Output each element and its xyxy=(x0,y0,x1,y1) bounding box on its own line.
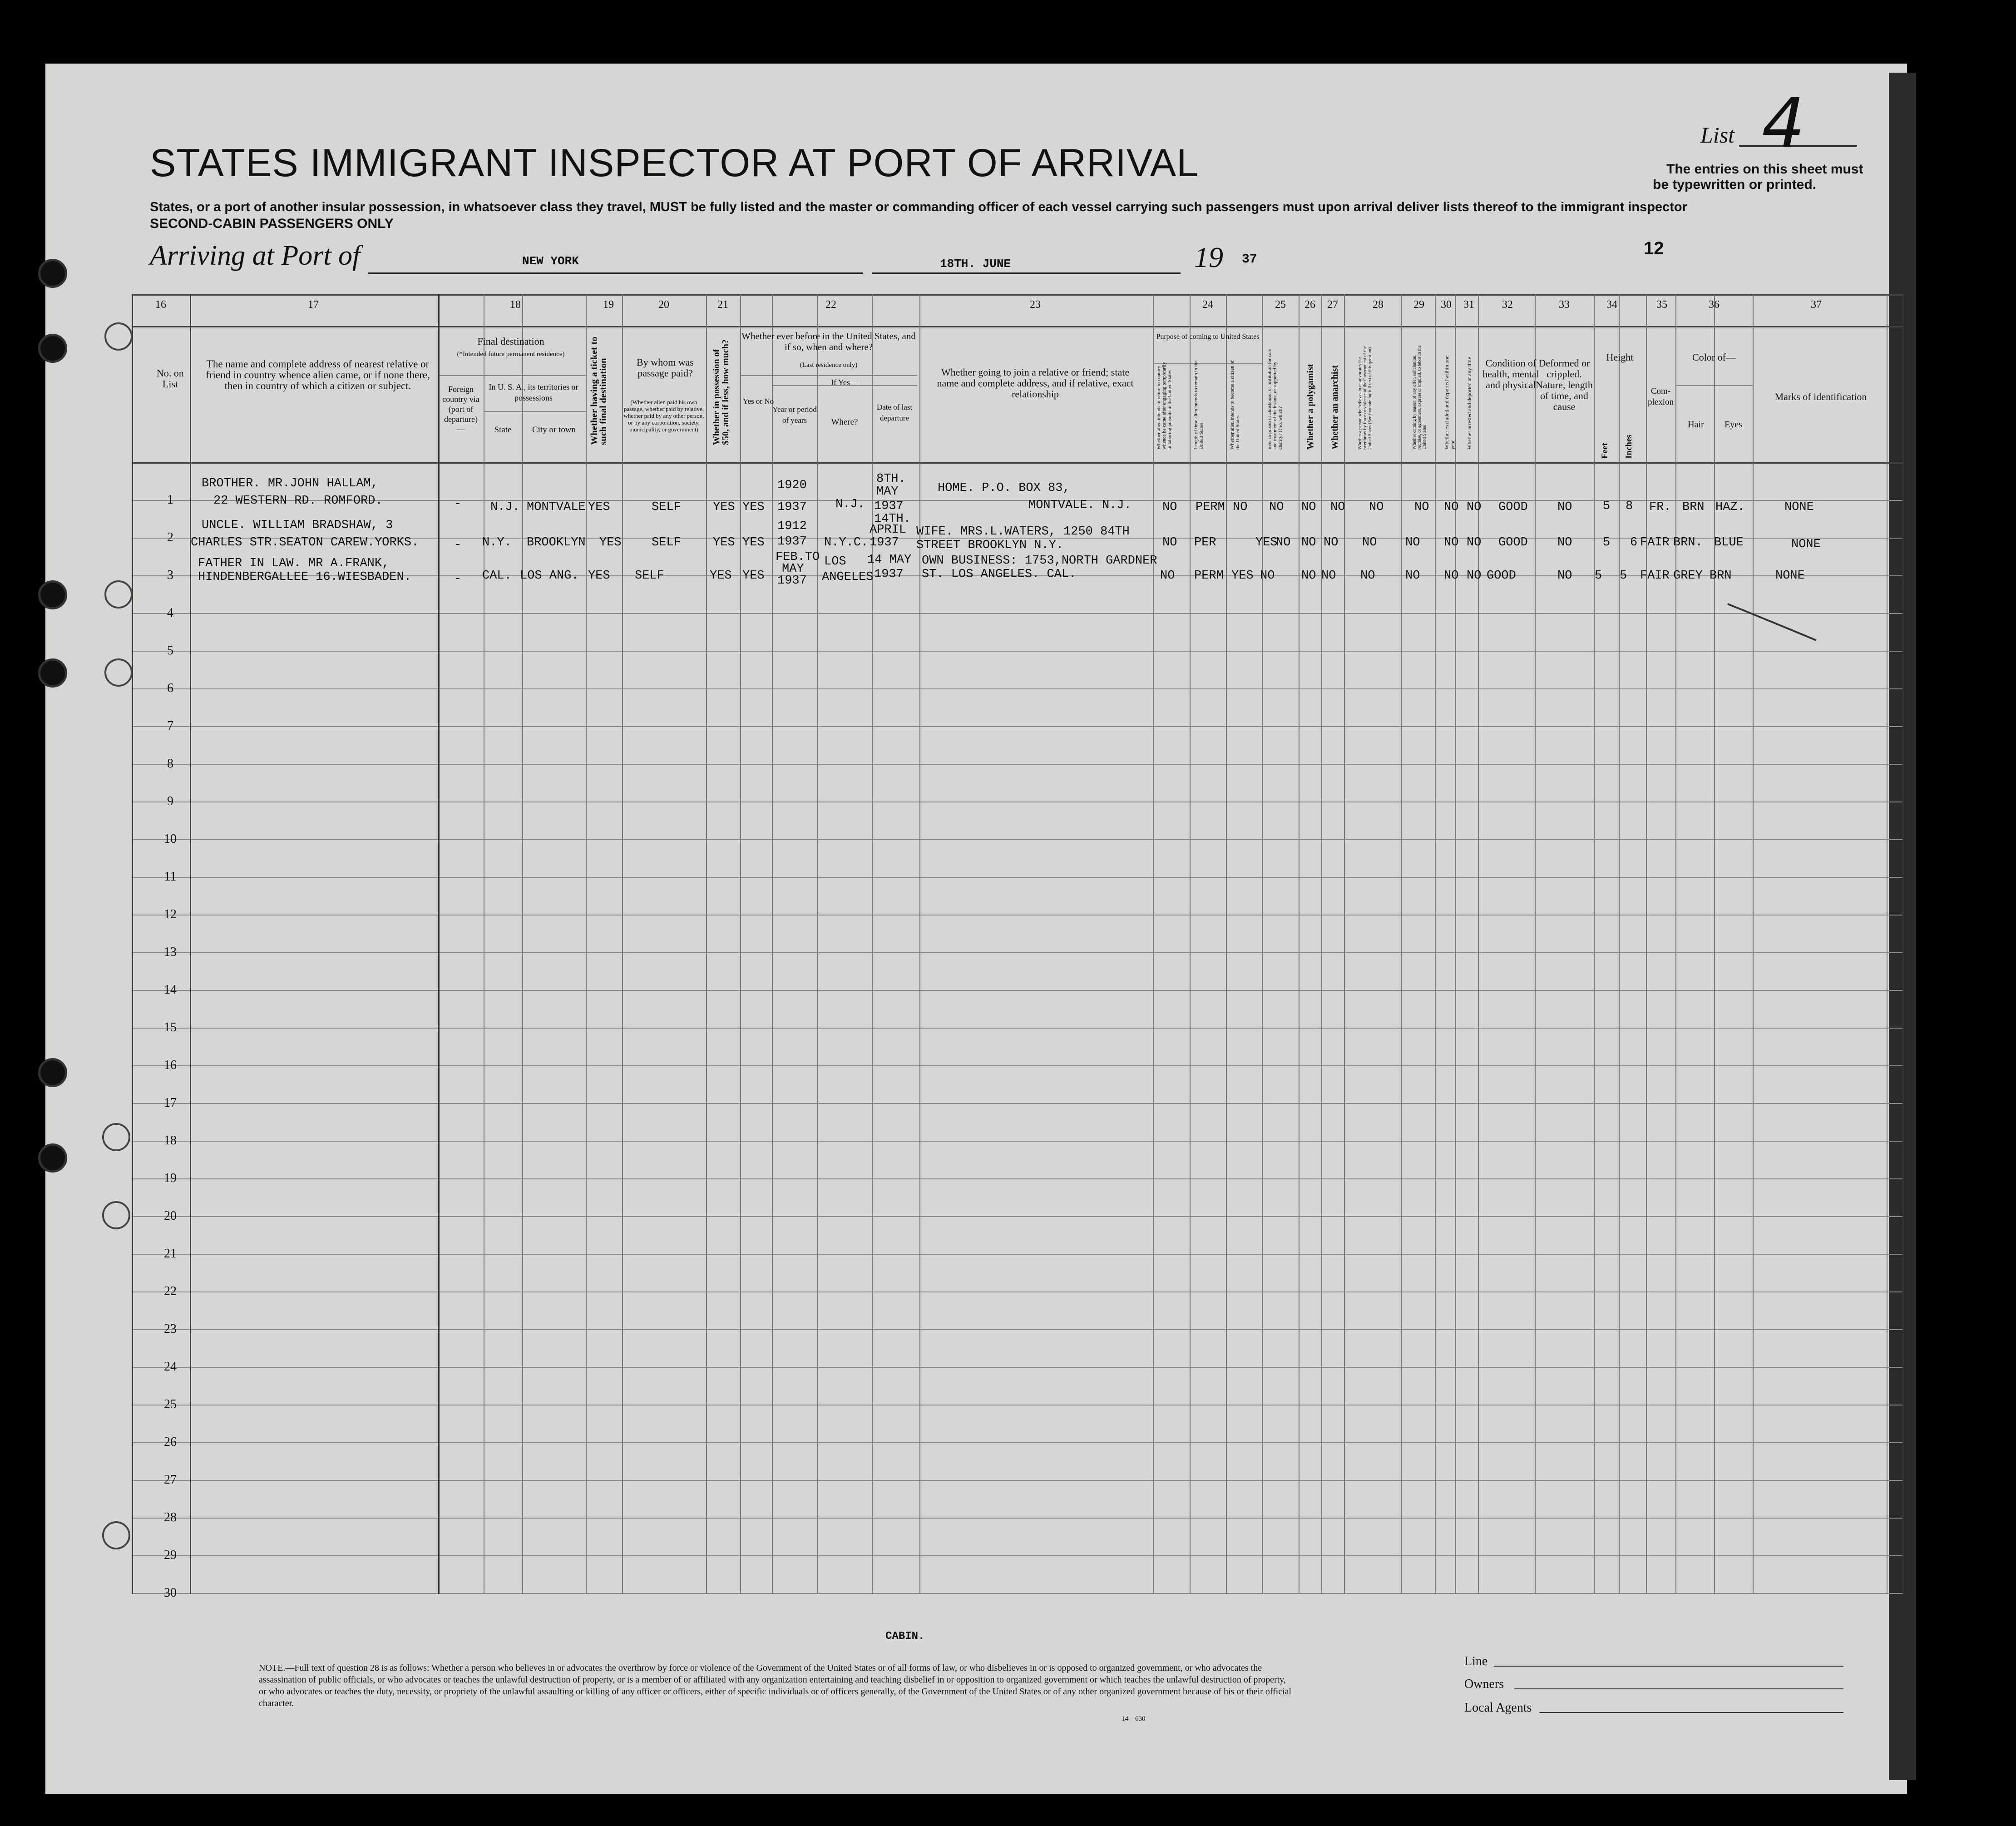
grid-line xyxy=(132,1141,1902,1142)
header-arrested: Whether arrested and deported at any time xyxy=(1466,357,1472,450)
marks: NONE xyxy=(1775,569,1805,583)
header-ticket: Whether having a ticket to such final destination xyxy=(588,336,608,445)
joining-2: MONTVALE. N.J. xyxy=(1028,499,1132,512)
column-number: 28 xyxy=(1373,299,1384,311)
polygamist: NO xyxy=(1301,536,1316,549)
header-joining: Whether going to join a relative or friend; state name and complete address, and if relative, exact relationship xyxy=(937,366,1134,400)
offer: NO xyxy=(1414,500,1429,514)
return: NO xyxy=(1162,536,1177,549)
fifty: YES xyxy=(713,500,735,514)
row-number: 3 xyxy=(167,568,173,582)
grid-line xyxy=(132,877,1902,878)
owners-underline xyxy=(1514,1688,1843,1689)
arrested: NO xyxy=(1467,500,1482,514)
grid-line xyxy=(132,952,1902,953)
health: GOOD xyxy=(1498,500,1528,514)
header-date-departure: Date of last departure xyxy=(876,403,913,422)
foreign-country: - xyxy=(454,538,462,552)
years-2: 1937 xyxy=(777,500,807,514)
local-agents-underline xyxy=(1539,1712,1843,1713)
relative-line-2: 22 WESTERN RD. ROMFORD. xyxy=(213,494,383,508)
health: GOOD xyxy=(1487,569,1516,583)
line-label: Line xyxy=(1464,1654,1488,1668)
port-underline xyxy=(368,272,863,274)
eyes: BLUE xyxy=(1714,536,1744,549)
header-anarchist: Whether an anarchist xyxy=(1330,365,1340,450)
binder-hole xyxy=(38,1143,67,1173)
state: CAL. xyxy=(482,569,512,583)
header-eyes: Eyes xyxy=(1724,420,1742,430)
header-height: Height xyxy=(1606,351,1634,363)
ever-before: YES xyxy=(742,569,765,583)
page-subtitle: States, or a port of another insular possession, in whatsoever class they travel, MUST be fully listed and the master or commanding officer of each vessel carrying such passengers must upon arrival deliver lists thereof to the immigrant inspector xyxy=(150,200,1687,214)
header-yes-or-no: Yes or No xyxy=(742,397,774,406)
row-number: 27 xyxy=(164,1473,177,1487)
pencil-mark xyxy=(1725,599,1825,645)
row-number: 19 xyxy=(164,1171,177,1185)
ever-before: YES xyxy=(742,500,765,514)
header-deformed: Deformed or crippled. Nature, length of time, and cause xyxy=(1536,357,1593,412)
header-hair: Hair xyxy=(1688,420,1704,430)
inches: 6 xyxy=(1630,536,1638,549)
grid-line xyxy=(132,1518,1902,1519)
prison: NO xyxy=(1269,500,1284,514)
state: N.Y. xyxy=(482,536,512,549)
inches: 8 xyxy=(1626,500,1633,513)
header-polygamist: Whether a polygamist xyxy=(1305,364,1315,450)
row-number: 17 xyxy=(164,1096,177,1110)
grid-line xyxy=(772,294,773,1594)
grid-line xyxy=(1226,294,1227,1594)
column-number: 25 xyxy=(1275,299,1286,311)
grid-line xyxy=(132,294,1902,296)
port-value: NEW YORK xyxy=(522,254,579,268)
grid-line xyxy=(1675,294,1676,1594)
departure-1: 8TH. xyxy=(876,472,906,486)
grid-line xyxy=(1753,294,1754,1594)
polygamist: NO xyxy=(1301,569,1316,583)
grid-line xyxy=(817,294,818,1594)
column-number: 17 xyxy=(308,299,319,311)
overthrow: NO xyxy=(1362,536,1377,549)
grid-line xyxy=(132,1216,1902,1217)
footer-note: NOTE.—Full text of question 28 is as follows: Whether a person who believes in or advocates the overthrow by force or violence of the Government of the United States or of all forms of law, or who disbelieves in or is opposed to organized government, or who advocates the assassination of public officials, or who advocates or teaches the unlawful destruction of property, or is a member of or affiliated with any organization entertaining and teaching disbelief in or opposition to organized government or which teaches the unlawful destruction of property, or who advocates or teaches the duty, necessity, or propriety of the unlawful assaulting or killing of any officer or officers, either of specific individuals or of officers generally, of the Government of the United States or of any other organized government because of his or their official character. xyxy=(259,1663,1292,1708)
grid-line xyxy=(132,1480,1902,1481)
departure-1: 14 MAY xyxy=(867,553,912,567)
foreign-country: - xyxy=(454,572,462,586)
row-number: 7 xyxy=(167,719,173,733)
departure-3: 1937 xyxy=(870,536,899,549)
grid-line xyxy=(1455,294,1456,1594)
page-number: 12 xyxy=(1644,238,1664,258)
date-underline xyxy=(872,272,1181,274)
grid-line xyxy=(1344,294,1345,1594)
grid-line xyxy=(522,294,523,1594)
marks: NONE xyxy=(1784,500,1814,514)
anarchist: NO xyxy=(1330,500,1345,514)
years-2: 1937 xyxy=(777,535,807,549)
header-ever-before-note: (Last residence only) xyxy=(800,361,858,369)
column-number: 31 xyxy=(1463,299,1474,311)
grid-line xyxy=(132,726,1902,727)
header-offer: Whether coming by reason of any offer, solicitation, promise, or agreement, express or implied, to labor in the United States xyxy=(1412,345,1427,450)
feet: 5 xyxy=(1603,500,1611,513)
year-suffix: 37 xyxy=(1242,252,1257,267)
grid-line xyxy=(586,294,587,1594)
column-number: 20 xyxy=(658,299,669,311)
header-purpose: Purpose of coming to United States xyxy=(1156,333,1260,341)
page-title: STATES IMMIGRANT INSPECTOR AT PORT OF ARRIVAL xyxy=(150,141,1199,185)
years-2: MAY xyxy=(782,562,804,576)
return: NO xyxy=(1160,569,1175,583)
departure-3: 1937 xyxy=(874,500,904,513)
years-1: FEB.TO xyxy=(776,550,820,564)
header-color-of: Color of— xyxy=(1692,351,1736,363)
row-number: 9 xyxy=(167,794,173,808)
header-usa: In U. S. A., its territories or possessions xyxy=(489,382,578,402)
header-year-period: Year or period of years xyxy=(772,405,817,425)
header-inches: Inches xyxy=(1624,435,1634,459)
date-value: 18TH. JUNE xyxy=(940,257,1011,271)
column-number: 26 xyxy=(1304,299,1315,311)
grid-line xyxy=(132,1103,1902,1104)
header-purpose-return: Whether alien intends to return to country whence he came after engaging temporarily in laboring pursuits in the United States xyxy=(1156,362,1172,450)
binder-hole xyxy=(38,580,67,609)
relative-line-1: BROTHER. MR.JOHN HALLAM, xyxy=(202,477,378,490)
grid-line xyxy=(438,294,440,1594)
grid-line xyxy=(1714,294,1715,1594)
grid-line xyxy=(132,1254,1902,1255)
header-purpose-length: Length of time alien intends to remain in the United States xyxy=(1193,360,1204,450)
length: PERM xyxy=(1194,569,1224,583)
state: N.J. xyxy=(490,500,520,514)
row-number: 30 xyxy=(164,1586,177,1600)
departure-2: APRIL xyxy=(870,523,907,537)
ticket: YES xyxy=(588,569,610,583)
city: BROOKLYN xyxy=(527,536,586,549)
column-number: 29 xyxy=(1413,299,1424,311)
column-number: 23 xyxy=(1030,299,1041,311)
where: N.Y.C. xyxy=(824,536,869,549)
owners-label: Owners xyxy=(1464,1677,1504,1691)
header-health: Condition of health, mental and physical xyxy=(1482,357,1539,391)
row-number: 24 xyxy=(164,1360,177,1374)
row-number: 16 xyxy=(164,1058,177,1072)
eyes: HAZ. xyxy=(1715,500,1745,514)
row-number: 11 xyxy=(164,870,177,884)
overthrow: NO xyxy=(1360,569,1375,583)
arriving-label: Arriving at Port of xyxy=(150,240,361,271)
header-state: State xyxy=(494,425,512,435)
years-1: 1920 xyxy=(777,479,807,492)
header-purpose-citizen: Whether alien intends to become a citizen of the United States xyxy=(1230,360,1240,450)
header-final-destination: Final destination xyxy=(477,336,544,347)
header-where: Where? xyxy=(831,417,858,427)
excluded: NO xyxy=(1444,500,1459,514)
header-city: City or town xyxy=(532,425,576,435)
grid-line xyxy=(1646,294,1647,1594)
grid-line xyxy=(1535,294,1536,1594)
row-number: 1 xyxy=(167,493,173,507)
ticket: YES xyxy=(588,500,610,514)
grid-line xyxy=(706,294,707,1594)
row-number: 25 xyxy=(164,1397,177,1411)
grid-line xyxy=(132,1065,1902,1066)
grid-line xyxy=(438,375,586,376)
offer: NO xyxy=(1405,536,1420,549)
header-marks: Marks of identification xyxy=(1774,391,1867,402)
header-relative: The name and complete address of nearest relative or friend in country whence alien came, or if none there, then in country of which a citizen or subject. xyxy=(206,358,430,391)
citizen: YES xyxy=(1255,536,1278,549)
grid-line xyxy=(1902,294,1904,1594)
grid-line xyxy=(132,1555,1902,1556)
offer: NO xyxy=(1405,569,1420,583)
relative-line-2: CHARLES STR.SEATON CAREW.YORKS. xyxy=(191,536,419,549)
complexion: FR. xyxy=(1649,500,1671,514)
departure-2: MAY xyxy=(876,485,899,499)
row-number: 29 xyxy=(164,1548,177,1562)
prison: NO xyxy=(1260,569,1275,583)
column-number: 30 xyxy=(1441,299,1452,311)
column-number: 32 xyxy=(1502,299,1513,311)
years-1: 1912 xyxy=(777,520,807,533)
grid-line xyxy=(132,764,1902,765)
joining-2: STREET BROOKLYN N.Y. xyxy=(916,539,1064,552)
column-number: 27 xyxy=(1327,299,1338,311)
complexion: FAIR xyxy=(1640,569,1670,583)
row-number: 28 xyxy=(164,1510,177,1524)
city: MONTVALE xyxy=(527,500,586,514)
feet: 5 xyxy=(1595,569,1602,583)
grid-line xyxy=(132,1329,1902,1330)
grid-line xyxy=(1401,294,1402,1594)
grid-line xyxy=(132,839,1902,840)
header-complexion: Com-plexion xyxy=(1648,386,1674,407)
health: GOOD xyxy=(1498,536,1528,549)
overthrow: NO xyxy=(1369,500,1384,514)
reinforcement-ring xyxy=(104,322,133,351)
binder-hole xyxy=(38,658,67,688)
grid-line xyxy=(1299,294,1300,1594)
reinforcement-ring xyxy=(104,658,133,687)
binder-hole xyxy=(38,334,67,363)
row-number: 15 xyxy=(164,1020,177,1034)
grid-line xyxy=(1619,294,1620,1594)
row-number: 10 xyxy=(164,832,177,846)
grid-line xyxy=(132,462,1902,464)
column-number: 34 xyxy=(1606,299,1617,311)
where: N.J. xyxy=(835,498,865,511)
header-prison: Ever in prison or almshouse, or institution for care and treatment of the insane, or supported by charity? If so, which? xyxy=(1267,348,1283,450)
row-number: 8 xyxy=(167,757,173,771)
grid-line xyxy=(1594,294,1595,1594)
row-number: 5 xyxy=(167,643,173,658)
row-number: 18 xyxy=(164,1133,177,1148)
column-number: 35 xyxy=(1656,299,1667,311)
grid-line xyxy=(919,294,920,1594)
grid-line xyxy=(622,294,623,1594)
citizen: YES xyxy=(1231,569,1254,583)
joining-1: OWN BUSINESS: 1753,NORTH GARDNER xyxy=(922,554,1157,568)
grid-line xyxy=(132,500,1902,501)
grid-line xyxy=(740,375,917,376)
column-number: 19 xyxy=(603,299,614,311)
relative-line-1: FATHER IN LAW. MR A.FRANK, xyxy=(198,557,390,570)
eyes: BRN xyxy=(1710,569,1732,583)
paid-by: SELF xyxy=(652,536,681,549)
instructions-line-1: The entries on this sheet must xyxy=(1666,162,1863,177)
return: NO xyxy=(1162,500,1177,514)
relative-line-1: UNCLE. WILLIAM BRADSHAW, 3 xyxy=(202,519,393,532)
list-number: 4 xyxy=(1762,84,1805,163)
anarchist: NO xyxy=(1321,569,1336,583)
years-3: 1937 xyxy=(777,574,807,588)
grid-line xyxy=(1262,294,1263,1594)
grid-line xyxy=(1435,294,1436,1594)
where-2: ANGELES xyxy=(822,570,874,584)
header-excluded: Whether excluded and deported within one year xyxy=(1443,356,1456,450)
list-label: List xyxy=(1700,122,1735,148)
reinforcement-ring xyxy=(102,1521,130,1549)
column-number: 37 xyxy=(1811,299,1822,311)
grid-line xyxy=(1153,294,1154,1594)
grid-line xyxy=(132,294,133,1594)
complexion: FAIR xyxy=(1640,536,1670,549)
grid-line xyxy=(1190,294,1191,1594)
row-number: 12 xyxy=(164,907,177,921)
header-no-on-list: No. on List xyxy=(157,367,184,390)
departure-2: 1937 xyxy=(874,568,904,581)
grid-line xyxy=(1321,294,1322,1594)
column-number: 24 xyxy=(1202,299,1213,311)
hair: BRN xyxy=(1682,500,1705,514)
length: PERM xyxy=(1196,500,1225,514)
row-number: 14 xyxy=(164,983,177,997)
deformed: NO xyxy=(1557,536,1572,549)
grid-line xyxy=(132,1367,1902,1368)
grid-line xyxy=(132,1593,1902,1594)
header-if-yes: If Yes— xyxy=(830,378,858,387)
where-1: LOS xyxy=(824,555,846,569)
grid-line xyxy=(132,990,1902,991)
column-number: 22 xyxy=(825,299,836,311)
year-prefix: 19 xyxy=(1194,241,1223,273)
header-by-whom: By whom was passage paid? xyxy=(637,356,694,379)
binder-hole xyxy=(38,259,67,288)
paid-by: SELF xyxy=(635,569,664,583)
header-overthrow: Whether a person who believes in or advocates the overthrow by force or violence of the Government of the United States (See footnote for full text of this question) xyxy=(1358,346,1373,450)
reinforcement-ring xyxy=(102,1201,130,1229)
prison: NO xyxy=(1276,536,1291,549)
arrested: NO xyxy=(1467,569,1482,583)
reinforcement-ring xyxy=(104,580,133,609)
header-fifty: Whether in possession of $50, and if less, how much? xyxy=(712,339,731,445)
local-agents-label: Local Agents xyxy=(1464,1701,1532,1715)
row-number: 23 xyxy=(164,1322,177,1336)
departure-1: 14TH. xyxy=(874,512,911,526)
cabin-label: CABIN. xyxy=(885,1630,925,1643)
header-final-destination-note: (*Intended future permanent residence) xyxy=(457,351,565,358)
joining-2: ST. LOS ANGELES. CAL. xyxy=(922,568,1077,581)
deformed: NO xyxy=(1557,569,1572,583)
hair: GREY xyxy=(1673,569,1703,583)
grid-line xyxy=(132,326,1902,327)
header-ever-before: Whether ever before in the United States, and if so, when and where? xyxy=(741,331,916,352)
grid-line xyxy=(740,294,741,1594)
line-underline xyxy=(1494,1666,1843,1667)
city: LOS ANG. xyxy=(520,569,579,583)
column-number: 18 xyxy=(510,299,521,311)
fifty: YES xyxy=(713,536,735,549)
hair: BRN. xyxy=(1673,536,1703,549)
fifty: YES xyxy=(710,569,732,583)
row-number: 2 xyxy=(167,530,173,544)
column-number: 16 xyxy=(155,299,166,311)
grid-line xyxy=(132,1442,1902,1443)
header-foreign-country: Foreign country via (port of departure)— xyxy=(442,385,479,434)
row-number: 26 xyxy=(164,1435,177,1449)
paid-by: SELF xyxy=(652,500,681,514)
grid-line xyxy=(872,294,873,1594)
row-number: 21 xyxy=(164,1247,177,1261)
header-by-whom-note: (Whether alien paid his own passage, whether paid by relative, whether paid by any other person, or by any corporation, society, municipality, or government) xyxy=(623,399,704,433)
row-number: 13 xyxy=(164,945,177,959)
feet: 5 xyxy=(1603,536,1611,549)
binder-hole xyxy=(38,1058,67,1087)
citizen: NO xyxy=(1233,500,1248,514)
class-label: SECOND-CABIN PASSENGERS ONLY xyxy=(150,216,394,231)
grid-line xyxy=(132,651,1902,652)
grid-line xyxy=(484,411,586,412)
deformed: NO xyxy=(1557,500,1572,514)
grid-line xyxy=(132,1028,1902,1029)
column-number: 21 xyxy=(717,299,728,311)
row-number: 22 xyxy=(164,1284,177,1298)
row-number: 6 xyxy=(167,681,173,695)
row-number: 4 xyxy=(167,606,173,620)
inches: 5 xyxy=(1620,569,1627,583)
column-number: 33 xyxy=(1559,299,1570,311)
polygamist: NO xyxy=(1301,500,1316,514)
instructions-line-2: be typewritten or printed. xyxy=(1653,177,1817,192)
grid-line xyxy=(1887,294,1888,1594)
joining-1: HOME. P.O. BOX 83, xyxy=(938,481,1070,495)
foreign-country: - xyxy=(454,497,462,511)
grid-line xyxy=(132,1178,1902,1179)
ticket: YES xyxy=(599,536,622,549)
grid-line xyxy=(132,613,1902,614)
row-number: 20 xyxy=(164,1209,177,1223)
grid-line xyxy=(132,688,1902,689)
column-number: 36 xyxy=(1709,299,1720,311)
marks: NONE xyxy=(1791,538,1821,551)
excluded: NO xyxy=(1444,536,1459,549)
anarchist: NO xyxy=(1324,536,1339,549)
relative-line-2: HINDENBERGALLEE 16.WIESBADEN. xyxy=(198,570,411,584)
excluded: NO xyxy=(1444,569,1459,583)
reinforcement-ring xyxy=(102,1123,130,1151)
joining-1: WIFE. MRS.L.WATERS, 1250 84TH xyxy=(916,525,1130,539)
arrested: NO xyxy=(1467,536,1482,549)
ever-before: YES xyxy=(742,536,765,549)
form-number: 14—630 xyxy=(1122,1715,1146,1722)
grid-line xyxy=(1478,294,1479,1594)
header-feet: Feet xyxy=(1600,443,1610,459)
length: PER xyxy=(1194,536,1216,549)
manifest-sheet xyxy=(45,64,1907,1794)
